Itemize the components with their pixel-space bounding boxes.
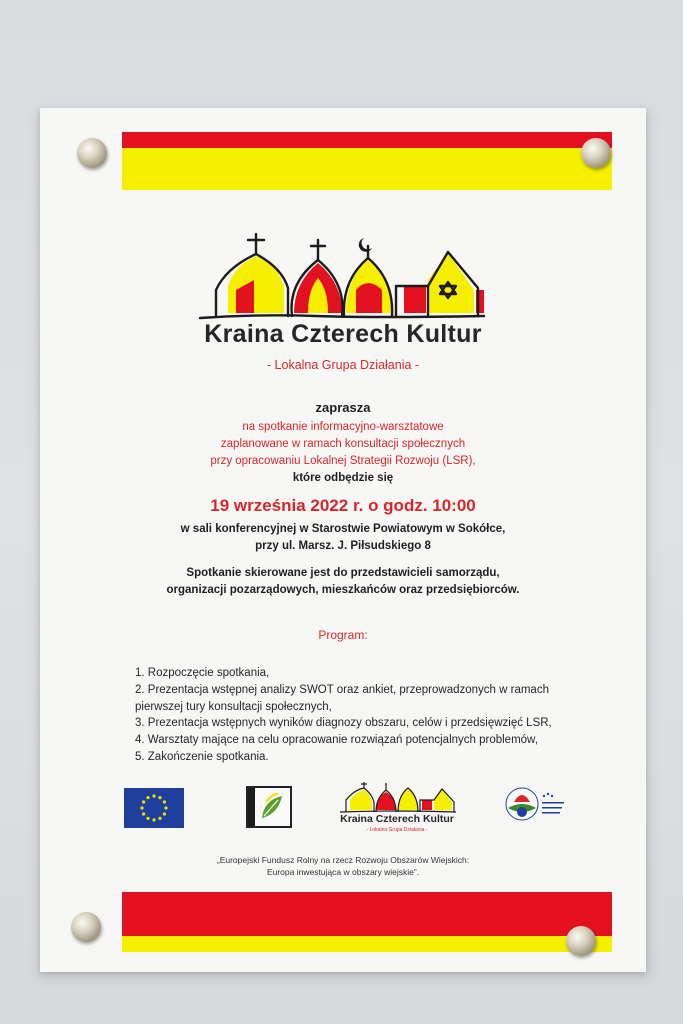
invites-heading: zaprasza — [315, 400, 371, 415]
intro-line: przy opracowaniu Lokalnej Strategii Rozwoju (LSR), — [210, 455, 476, 467]
poster — [40, 108, 646, 972]
mini-brand-title: Kraina Czterech Kultur — [340, 813, 454, 825]
list-item: 2. Prezentacja wstępnej analizy SWOT oraz ankiet, przeprowadzonych w ramach — [135, 683, 549, 696]
footer-logos — [40, 780, 646, 840]
magnet-icon — [71, 912, 101, 942]
audience-line: Spotkanie skierowane jest do przedstawicieli samorządu, — [186, 567, 500, 579]
magnet-icon — [566, 926, 596, 956]
brand-title: Kraina Czterech Kultur — [204, 320, 482, 348]
bottom-yellow-band — [122, 936, 612, 952]
lgd-logo-icon — [196, 228, 486, 323]
eu-flag-icon — [124, 788, 184, 828]
fund-note-line: „Europejski Fundusz Rolny na rzecz Rozwoju Obszarów Wiejskich: — [216, 855, 470, 865]
place-line: w sali konferencyjnej w Starostwie Powiatowym w Sokółce, — [180, 523, 506, 535]
top-red-band — [122, 132, 612, 148]
fund-note — [40, 854, 646, 878]
magnet-icon — [581, 138, 611, 168]
list-item: pierwszej tury konsultacji społecznych, — [135, 700, 332, 713]
leader-icon — [246, 786, 292, 828]
agenda-list — [135, 665, 605, 766]
list-item: 3. Prezentacja wstępnych wyników diagnozy obszaru, celów i przedsięwzięć LSR, — [135, 717, 552, 730]
top-yellow-band — [122, 148, 612, 190]
brand-subtitle: - Lokalna Grupa Działania - — [266, 358, 420, 372]
list-item: 4. Warsztaty mające na celu opracowanie rozwiązań potencjalnych problemów, — [135, 734, 538, 747]
intro-line: na spotkanie informacyjno-warsztatowe — [242, 421, 444, 433]
magnet-icon — [77, 138, 107, 168]
event-place — [40, 521, 646, 555]
fund-note-line: Europa inwestująca w obszary wiejskie”. — [266, 867, 420, 877]
bottom-red-band — [122, 892, 612, 936]
intro-end: które odbędzie się — [292, 472, 394, 484]
prow-icon — [500, 782, 570, 826]
lgd-mini-logo-icon — [338, 780, 458, 814]
intro-text — [40, 419, 646, 487]
audience-text — [40, 565, 646, 599]
event-date: 19 września 2022 r. o godz. 10:00 — [210, 496, 476, 515]
place-line: przy ul. Marsz. J. Piłsudskiego 8 — [255, 540, 431, 552]
mini-brand-subtitle: - Lokalna Grupa Działania - — [366, 827, 428, 833]
audience-line: organizacji pozarządowych, mieszkańców oraz przedsiębiorców. — [166, 584, 520, 596]
program-label: Program: — [318, 628, 368, 642]
list-item: 5. Zakończenie spotkania. — [135, 750, 269, 763]
list-item: 1. Rozpoczęcie spotkania, — [135, 667, 270, 679]
intro-line: zaplanowane w ramach konsultacji społecznych — [220, 438, 466, 450]
